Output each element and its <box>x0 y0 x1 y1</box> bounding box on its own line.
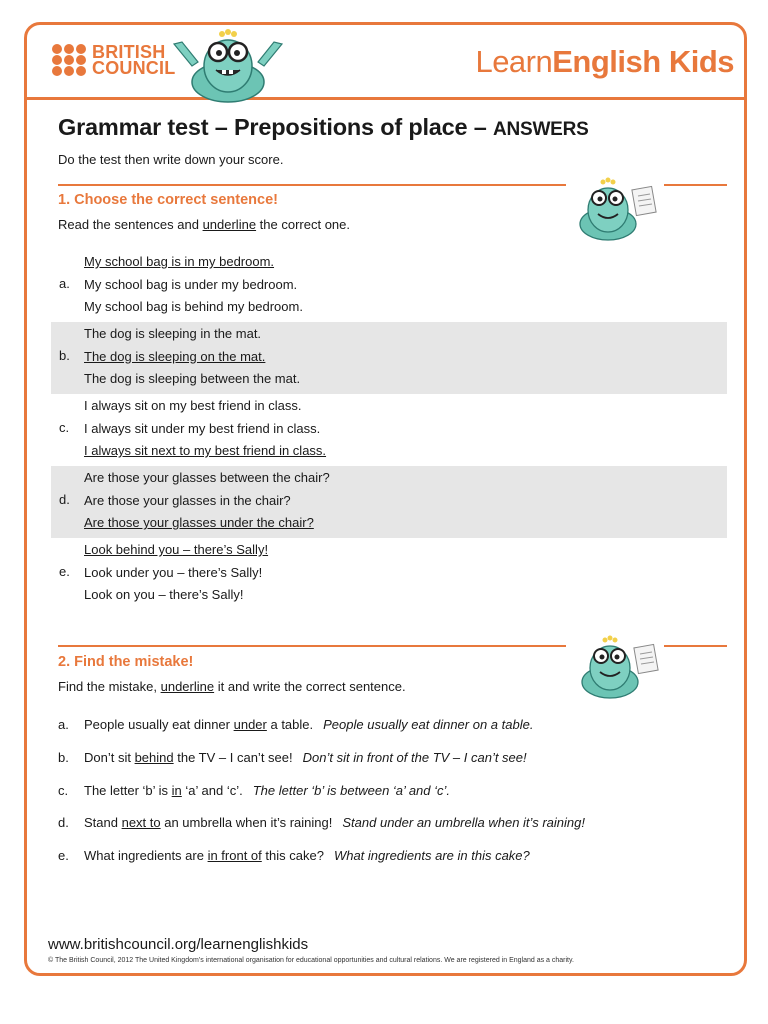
mistake-word: next to <box>121 815 161 830</box>
page-title-answers: ANSWERS <box>492 119 589 140</box>
sentence-before: Stand <box>84 815 122 830</box>
option: I always sit on my best friend in class. <box>84 398 302 413</box>
page-title <box>58 114 589 141</box>
section1-title: 1. Choose the correct sentence! <box>58 192 278 208</box>
corrected-answer: The letter ‘b’ is between ‘a’ and ‘c’. <box>252 783 451 798</box>
sentence-after: a table. <box>266 717 314 732</box>
option: I always sit under my best friend in class. <box>84 420 321 436</box>
mistake-row <box>58 815 585 830</box>
question-letter: e. <box>59 564 70 579</box>
question-block <box>51 250 727 322</box>
option: My school bag is behind my bedroom. <box>84 299 303 314</box>
section1-instruction: Read the sentences and underline the correct one. <box>58 217 351 232</box>
option: The dog is sleeping between the mat. <box>84 371 301 386</box>
row-letter: b. <box>58 750 69 765</box>
row-letter: d. <box>58 815 69 830</box>
learnenglish-kids-logo <box>475 44 734 80</box>
lek-logo-light: Learn <box>475 44 553 79</box>
intro-text: Do the test then write down your score. <box>58 152 284 167</box>
sentence-before: People usually eat dinner <box>84 717 234 732</box>
question-letter: c. <box>59 420 70 435</box>
section1-rule-left <box>58 184 566 186</box>
question-block <box>51 322 727 394</box>
correct-option: Look behind you – there’s Sally! <box>84 542 269 557</box>
british-council-logo <box>52 44 175 76</box>
corrected-answer: What ingredients are in this cake? <box>333 848 530 863</box>
monster-mascot-icon <box>172 26 284 104</box>
question-block <box>51 466 727 538</box>
correct-option: The dog is sleeping on the mat. <box>84 348 266 364</box>
sentence-before: What ingredients are <box>84 848 208 863</box>
option: Look under you – there’s Sally! <box>84 564 263 580</box>
bc-logo-line1: BRITISH <box>92 42 166 62</box>
correct-option: Are those your glasses under the chair? <box>84 515 314 530</box>
question-block <box>51 538 727 610</box>
option: Look on you – there’s Sally! <box>84 587 244 602</box>
bc-logo-line2: COUNCIL <box>92 58 176 78</box>
section2-instruction: Find the mistake, underline it and write the correct sentence. <box>58 679 406 694</box>
mistake-word: in front of <box>207 848 262 863</box>
corrected-answer: Stand under an umbrella when it’s raining! <box>342 815 585 830</box>
row-letter: c. <box>58 783 69 798</box>
corrected-answer: People usually eat dinner on a table. <box>323 717 534 732</box>
mistake-row <box>58 717 533 732</box>
option: The dog is sleeping in the mat. <box>84 326 262 341</box>
row-letter: a. <box>58 717 69 732</box>
monster-mascot-icon <box>570 634 664 700</box>
option: Are those your glasses in the chair? <box>84 492 291 508</box>
section2-rule-left <box>58 645 566 647</box>
correct-option: I always sit next to my best friend in class. <box>84 443 327 458</box>
section2-title: 2. Find the mistake! <box>58 654 194 670</box>
question-letter: b. <box>59 348 70 363</box>
option: Are those your glasses between the chair? <box>84 470 330 485</box>
corrected-answer: Don’t sit in front of the TV – I can’t see! <box>302 750 527 765</box>
sentence-before: The letter ‘b’ is <box>84 783 172 798</box>
mistake-word: under <box>233 717 267 732</box>
sentence-before: Don’t sit <box>84 750 135 765</box>
sentence-after: ‘a’ and ‘c’. <box>181 783 243 798</box>
header-divider <box>27 97 744 100</box>
page-title-main: Grammar test – Prepositions of place – <box>58 114 493 140</box>
correct-option: My school bag is in my bedroom. <box>84 254 275 269</box>
row-letter: e. <box>58 848 69 863</box>
question-block <box>51 394 727 466</box>
footer-copyright: © The British Council, 2012 The United Kingdom’s international organisation for educational opportunities and cultural relations. We are registered in England as a charity. <box>48 957 574 964</box>
mistake-word: behind <box>134 750 174 765</box>
section1-rule-right <box>664 184 727 186</box>
question-letter: a. <box>59 276 70 291</box>
section2-rule-right <box>664 645 727 647</box>
option: My school bag is under my bedroom. <box>84 276 298 292</box>
question-letter: d. <box>59 492 70 507</box>
mistake-row <box>58 848 530 863</box>
footer-url: www.britishcouncil.org/learnenglishkids <box>48 936 309 953</box>
bc-dots-icon <box>52 44 87 76</box>
sentence-after: an umbrella when it’s raining! <box>160 815 333 830</box>
sentence-after: the TV – I can’t see! <box>173 750 293 765</box>
monster-mascot-icon <box>568 176 662 242</box>
lek-logo-bold: English Kids <box>552 44 734 79</box>
mistake-row <box>58 750 527 765</box>
sentence-after: this cake? <box>261 848 324 863</box>
mistake-row <box>58 783 450 798</box>
mistake-word: in <box>171 783 182 798</box>
